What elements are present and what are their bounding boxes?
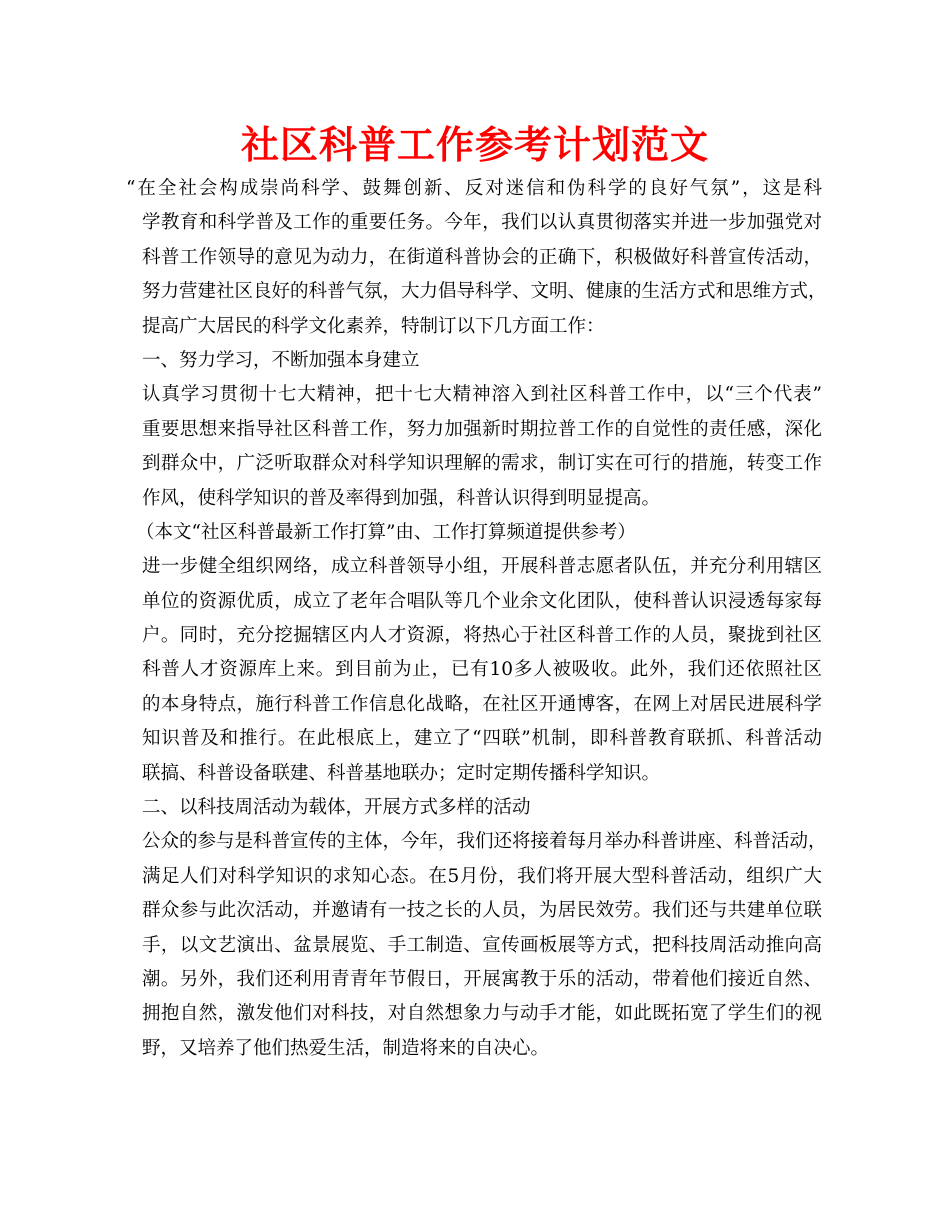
paragraph-line: 认真学习贯彻十七大精神，把十七大精神溶入到社区科普工作中，以“三个代表”	[142, 384, 822, 406]
paragraph-line: 公众的参与是科普宣传的主体，今年，我们还将接着每月举办科普讲座、科普活动，	[142, 831, 827, 853]
paragraph-line: 单位的资源优质，成立了老年合唱队等几个业余文化团队，使科普认识浸透每家每	[142, 590, 822, 612]
section-heading: 二、以科技周活动为载体，开展方式多样的活动	[142, 797, 531, 819]
paragraph-line: 学教育和科学普及工作的重要任务。今年，我们以认真贯彻落实并进一步加强党对	[142, 212, 822, 234]
paragraph-line: 科普工作领导的意见为动力，在街道科普协会的正确下，积极做好科普宣传活动，	[142, 246, 822, 268]
document-body	[126, 172, 827, 1066]
paragraph-line: 手，以文艺演出、盆景展览、手工制造、宣传画板展等方式，把科技周活动推向高	[142, 934, 822, 956]
paragraph-line: 满足人们对科学知识的求知心态。在5月份，我们将开展大型科普活动，组织广大	[142, 865, 822, 887]
paragraph-line: 的本身特点，施行科普工作信息化战略，在社区开通博客，在网上对居民进展科学	[142, 693, 822, 715]
paragraph-line: 户。同时，充分挖掘辖区内人才资源，将热心于社区科普工作的人员，聚拢到社区	[142, 625, 822, 647]
paragraph-line: 潮。另外，我们还利用青青年节假日，开展寓教于乐的活动，带着他们接近自然、	[142, 968, 822, 990]
paragraph-line: 努力营建社区良好的科普气氛，大力倡导科学、文明、健康的生活方式和思维方式，	[142, 281, 827, 303]
source-note: （本文“社区科普最新工作打算”由、工作打算频道提供参考）	[136, 521, 636, 543]
paragraph-line: 拥抱自然，激发他们对科技，对自然想象力与动手才能，如此既拓宽了学生们的视	[142, 1003, 822, 1025]
paragraph-line: 提高广大居民的科学文化素养，特制订以下几方面工作：	[142, 315, 605, 337]
paragraph-line: 知识普及和推行。在此根底上，建立了“四联”机制，即科普教育联抓、科普活动	[142, 728, 822, 750]
paragraph-line: 进一步健全组织网络，成立科普领导小组，开展科普志愿者队伍，并充分利用辖区	[142, 556, 822, 578]
paragraph-line: 群众参与此次活动，并邀请有一技之长的人员，为居民效劳。我们还与共建单位联	[142, 900, 822, 922]
paragraph-line: 重要思想来指导社区科普工作，努力加强新时期拉普工作的自觉性的责任感，深化	[142, 418, 822, 440]
paragraph-line: 联搞、科普设备联建、科普基地联办；定时定期传播科学知识。	[142, 762, 661, 784]
document-title: 社区科普工作参考计划范文	[240, 122, 709, 167]
paragraph-line: 到群众中，广泛听取群众对科学知识理解的需求，制订实在可行的措施，转变工作	[142, 453, 822, 475]
paragraph-line: 作风，使科学知识的普及率得到加强，科普认识得到明显提高。	[142, 487, 661, 509]
section-heading: 一、努力学习，不断加强本身建立	[142, 349, 420, 371]
paragraph-line: 科普人才资源库上来。到目前为止，已有10多人被吸收。此外，我们还依照社区	[142, 659, 822, 681]
paragraph-line: 野，又培养了他们热爱生活，制造将来的自决心。	[142, 1037, 550, 1059]
paragraph-line: “在全社会构成崇尚科学、鼓舞创新、反对迷信和伪科学的良好气氛”，这是科	[126, 178, 822, 199]
